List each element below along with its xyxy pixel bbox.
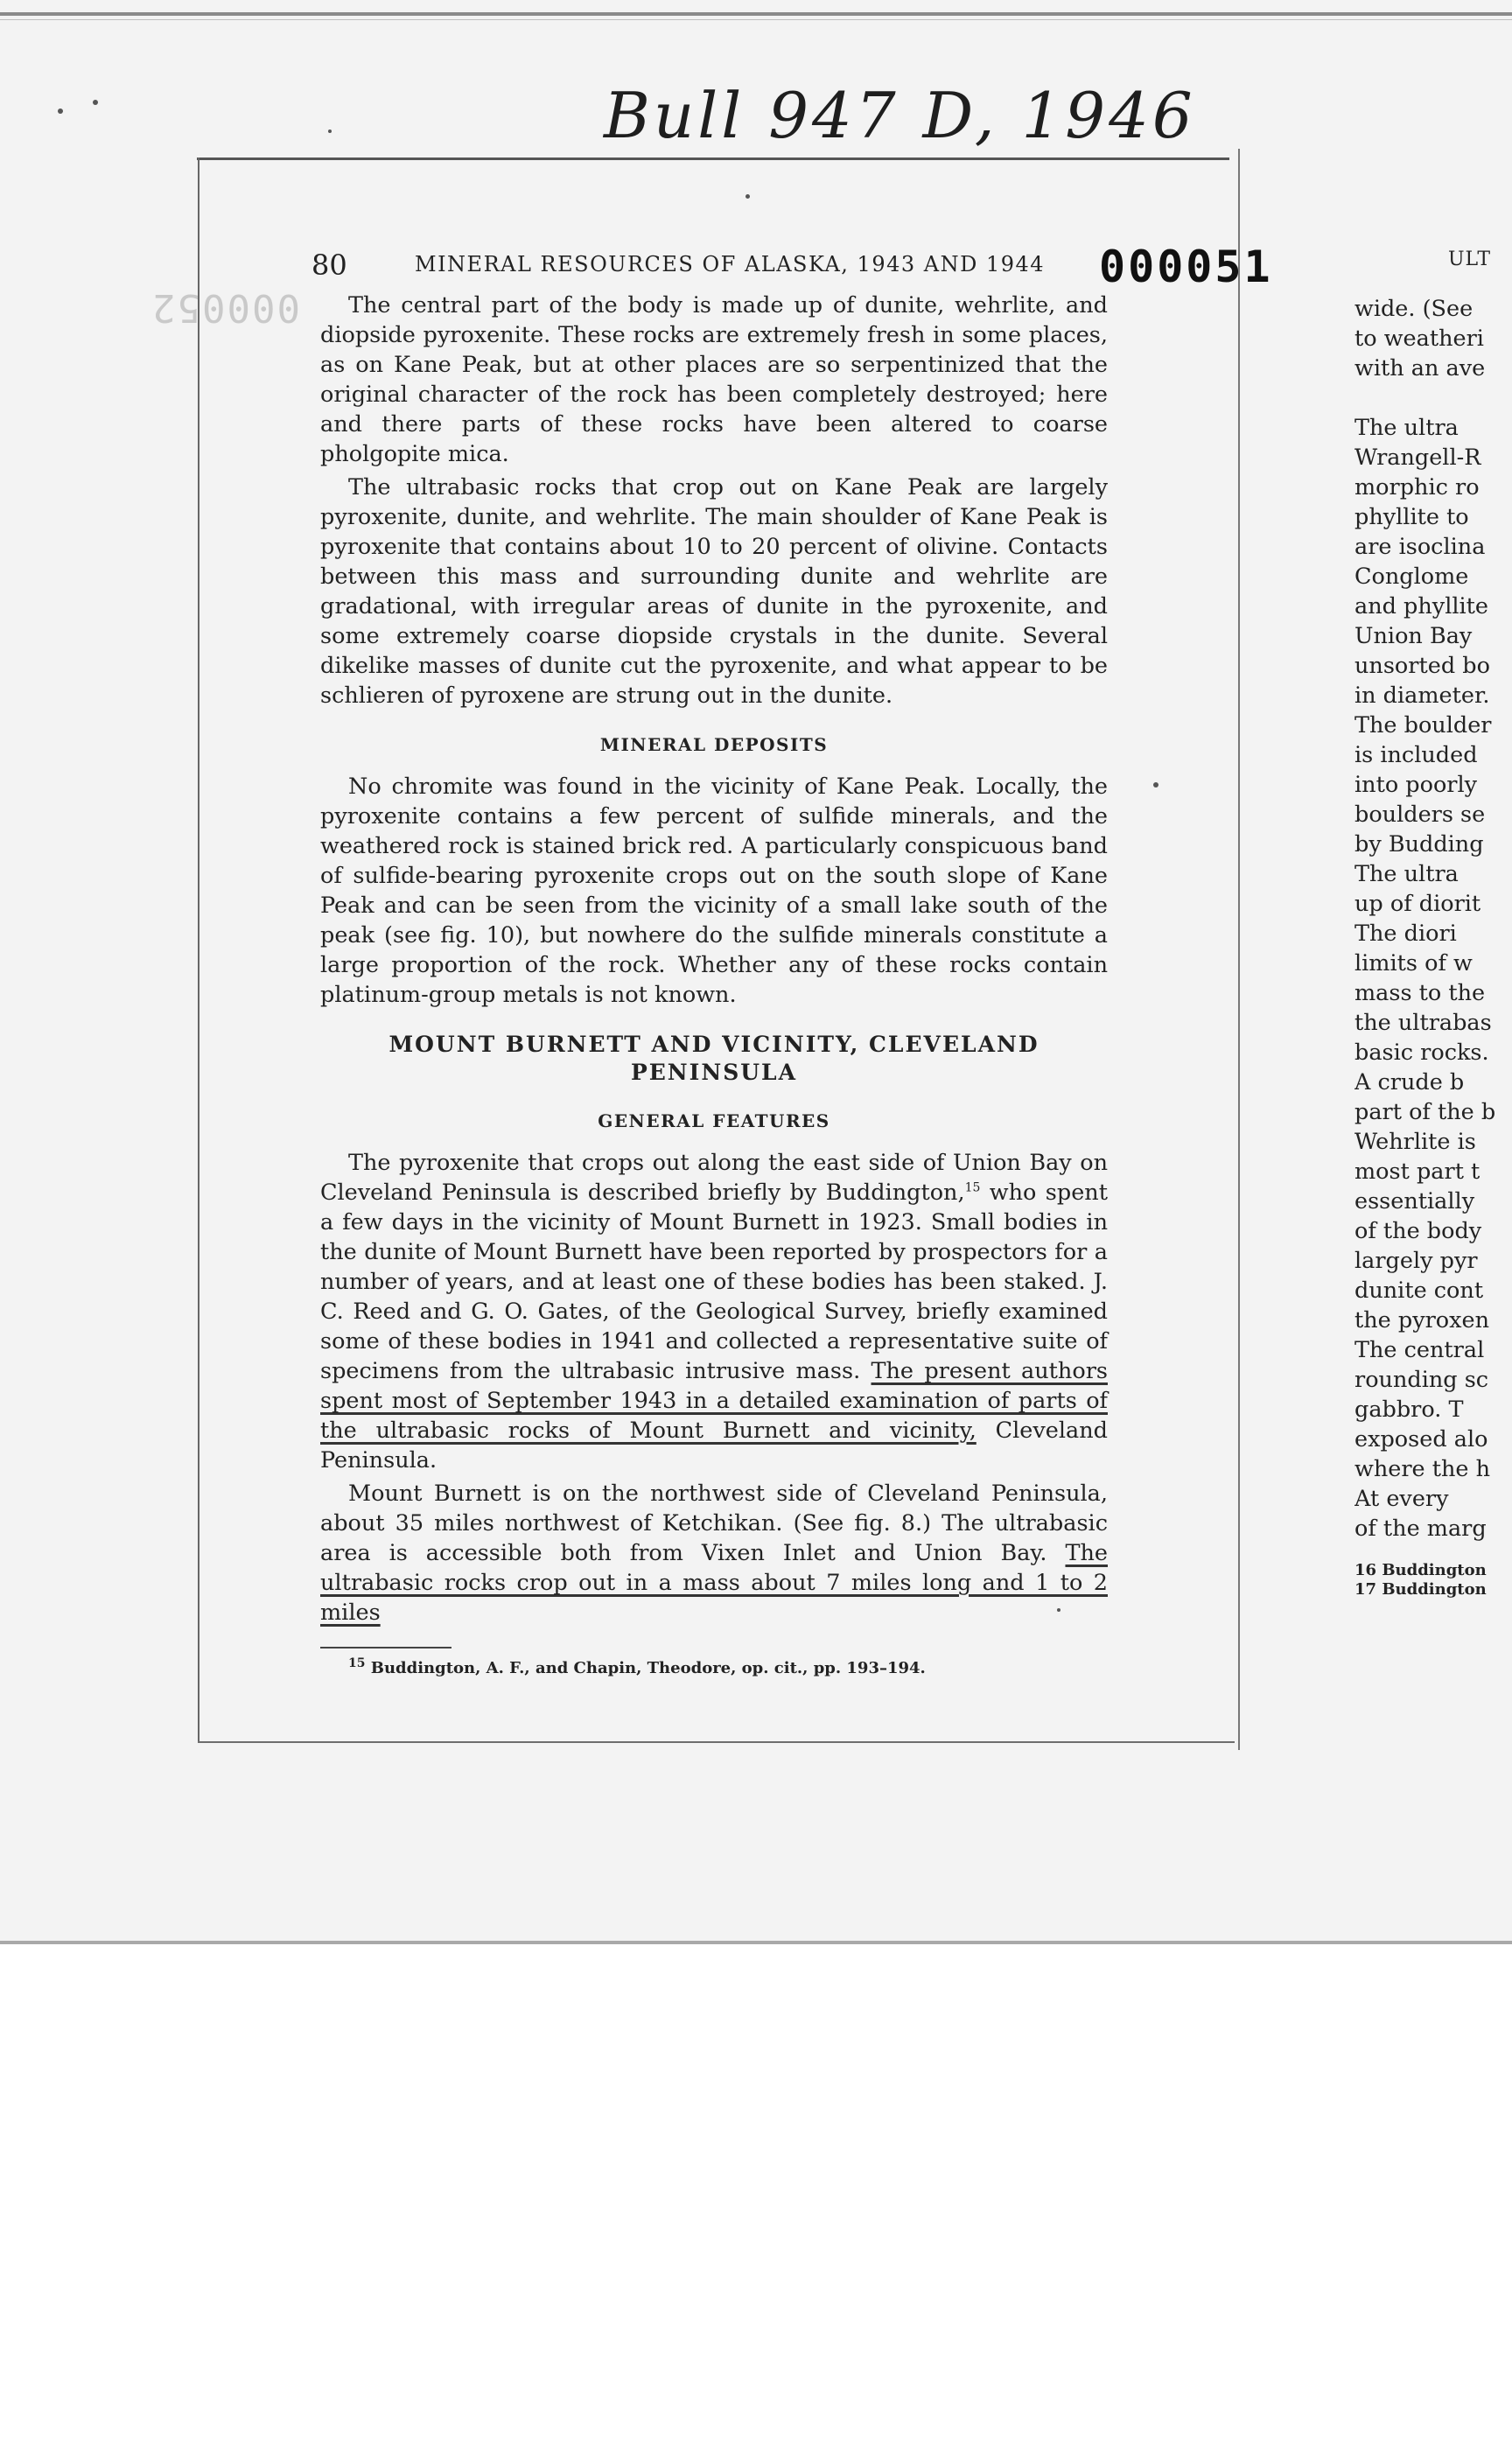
next-page-line: Conglome (1354, 564, 1469, 590)
scan-speck (58, 108, 63, 114)
next-page-header: ULT (1448, 248, 1492, 270)
next-page-line: A crude b (1354, 1069, 1465, 1096)
main-text-column (320, 290, 1108, 1680)
next-page-line: rounding sc (1354, 1367, 1489, 1393)
page-top-edge (197, 158, 1229, 160)
next-page-line: most part t (1354, 1158, 1480, 1185)
next-page-line: the ultrabas (1354, 1010, 1492, 1036)
footnote-mark: 15 (348, 1656, 366, 1670)
next-page-line: Wrangell-R (1354, 444, 1481, 471)
next-page-line: Wehrlite is (1354, 1129, 1476, 1155)
next-page-line: limits of w (1354, 950, 1473, 976)
next-page-line: At every (1354, 1486, 1449, 1512)
paragraph: No chromite was found in the vicinity of Kane Peak. Locally, the pyroxenite contains a few percent of sulfide minerals, and the weathered rock is stained brick red. A particularly conspicuous band of sulfide-bearing pyroxenite crops out on the south slope of Kane Peak and can be seen from the vicinity of a small lake south of the peak (see fig. 10), but nowhere do the sulfide minerals constitute a large proportion of the rock. Whether any of these rocks contain platinum-group metals is not known. (320, 774, 1108, 1008)
next-page-line: basic rocks. (1354, 1040, 1489, 1066)
next-page-line: 17 Buddington (1354, 1580, 1487, 1599)
next-page-line: of the body (1354, 1218, 1482, 1244)
section-heading-general-features: GENERAL FEATURES (598, 1110, 830, 1131)
next-page-line: is included (1354, 742, 1478, 768)
page-number: 80 (312, 248, 347, 282)
text-run: Cleveland Peninsula. (320, 1418, 1108, 1474)
page-frame-left (198, 158, 200, 1743)
ghost-stamp: 000052 (150, 285, 300, 330)
scan-speck (1057, 1608, 1060, 1612)
next-page-line: The diori (1354, 920, 1457, 947)
next-page-line: of the marg (1354, 1516, 1487, 1542)
next-page-line: The central (1354, 1337, 1485, 1363)
next-page-line: wide. (See (1354, 296, 1474, 322)
next-page-line: largely pyr (1354, 1248, 1478, 1274)
underlined-text: The ultrabasic rocks crop out in a mass about 7 miles long and 1 to 2 miles (320, 1540, 1108, 1626)
next-page-line: where the h (1354, 1456, 1491, 1482)
next-page-line: The ultra (1354, 415, 1459, 441)
footnote-text: Buddington, A. F., and Chapin, Theodore, op. cit., pp. 193–194. (365, 1659, 926, 1677)
next-page-line: by Budding (1354, 831, 1484, 858)
next-page-line: the pyroxen (1354, 1307, 1490, 1334)
scan-speck (1153, 782, 1158, 788)
section-heading-mineral-deposits: MINERAL DEPOSITS (599, 734, 829, 755)
paragraph (320, 1148, 1108, 1475)
scan-speck (93, 100, 98, 105)
heading-line: MOUNT BURNETT AND VICINITY, CLEVELAND (388, 1032, 1040, 1057)
document-stamp: 000051 (1099, 242, 1273, 292)
scan-edge-top (0, 12, 1512, 16)
paragraph (320, 1479, 1108, 1628)
next-page-line: and phyllite (1354, 593, 1489, 620)
heading-line: PENINSULA (630, 1060, 798, 1085)
next-page-line: part of the b (1354, 1099, 1496, 1125)
footnote-ref: 15 (964, 1180, 981, 1195)
handwritten-note: Bull 947 D, 1946 (604, 79, 1196, 152)
next-page-line: to weatheri (1354, 326, 1484, 352)
footnote-rule (320, 1647, 452, 1648)
scan-edge-bottom (0, 1941, 1512, 1944)
next-page-line: unsorted bo (1354, 653, 1490, 679)
text-run: who spent a few days in the vicinity of Mount Burnett in 1923. Small bodies in the dunite of Mount Burnett have been reported by prospectors for a number of years, and at least one of these bodies has been staked. J. C. Reed and G. O. Gates, of the Geological Survey, briefly examined some of these bodies in 1941 and collected a representative suite of specimens from the ultrabasic intrusive mass. (320, 1180, 1108, 1384)
next-page-line: Union Bay (1354, 623, 1473, 649)
next-page-line: essentially (1354, 1188, 1475, 1214)
next-page-line: mass to the (1354, 980, 1486, 1006)
next-page-line: The boulder (1354, 712, 1492, 738)
scan-speck (328, 130, 332, 133)
section-heading-mount-burnett (320, 1031, 1108, 1087)
paragraph: The central part of the body is made up of dunite, wehrlite, and diopside pyroxenite. These rocks are extremely fresh in some places, as on Kane Peak, but at other places are so serpentinized that the original character of the rock has been completely destroyed; here and there parts of these rocks have been altered to coarse pholgopite mica. (320, 292, 1108, 467)
text-run: Mount Burnett is on the northwest side of Cleveland Peninsula, about 35 miles northwest of Ketchikan. (See fig. 8.) The ultrabasic area is accessible both from Vixen Inlet and Union Bay. (320, 1480, 1108, 1566)
scan-speck (746, 194, 750, 199)
next-page-line: into poorly (1354, 772, 1478, 798)
spacer (1354, 383, 1512, 413)
next-page-line: up of diorit (1354, 891, 1481, 917)
text-run: The pyroxenite that crops out along the east side of Union Bay on Cleveland Peninsula is described briefly by Buddington, (320, 1150, 1108, 1206)
next-page-line: phyllite to (1354, 504, 1469, 530)
next-page-line: with an ave (1354, 355, 1486, 382)
next-page-column (1354, 294, 1512, 1600)
next-page-line: 16 Buddington (1354, 1561, 1487, 1579)
next-page-line: The ultra (1354, 861, 1459, 887)
spacer (1354, 1544, 1512, 1561)
next-page-line: morphic ro (1354, 474, 1480, 500)
paragraph: The ultrabasic rocks that crop out on Kane Peak are largely pyroxenite, dunite, and wehrlite. The main shoulder of Kane Peak is pyroxenite that contains about 10 to 20 percent of olivine. Contacts between this mass and surrounding dunite and wehrlite are gradational, with irregular areas of dunite in the pyroxenite, and some extremely coarse diopside crystals in the dunite. Several dikelike masses of dunite cut the pyroxenite, and what appear to be schlieren of pyroxene are strung out in the dunite. (320, 474, 1108, 709)
footnote (320, 1657, 1108, 1680)
underlined-text: The present authors spent most of September 1943 in a detailed examination of parts of the ultrabasic rocks of Mount Burnett and vicinity, (320, 1358, 1108, 1444)
next-page-line: exposed alo (1354, 1426, 1488, 1452)
page-frame-bottom (198, 1741, 1235, 1743)
running-title: MINERAL RESOURCES OF ALASKA, 1943 AND 1944 (415, 252, 1046, 276)
next-page-line: are isoclina (1354, 534, 1486, 560)
scan-edge-top-thin (0, 19, 1512, 20)
next-page-line: in diameter. (1354, 682, 1490, 709)
next-page-line: boulders se (1354, 802, 1486, 828)
next-page-line: gabbro. T (1354, 1396, 1464, 1423)
page-frame-right (1238, 149, 1240, 1750)
next-page-line: dunite cont (1354, 1278, 1484, 1304)
